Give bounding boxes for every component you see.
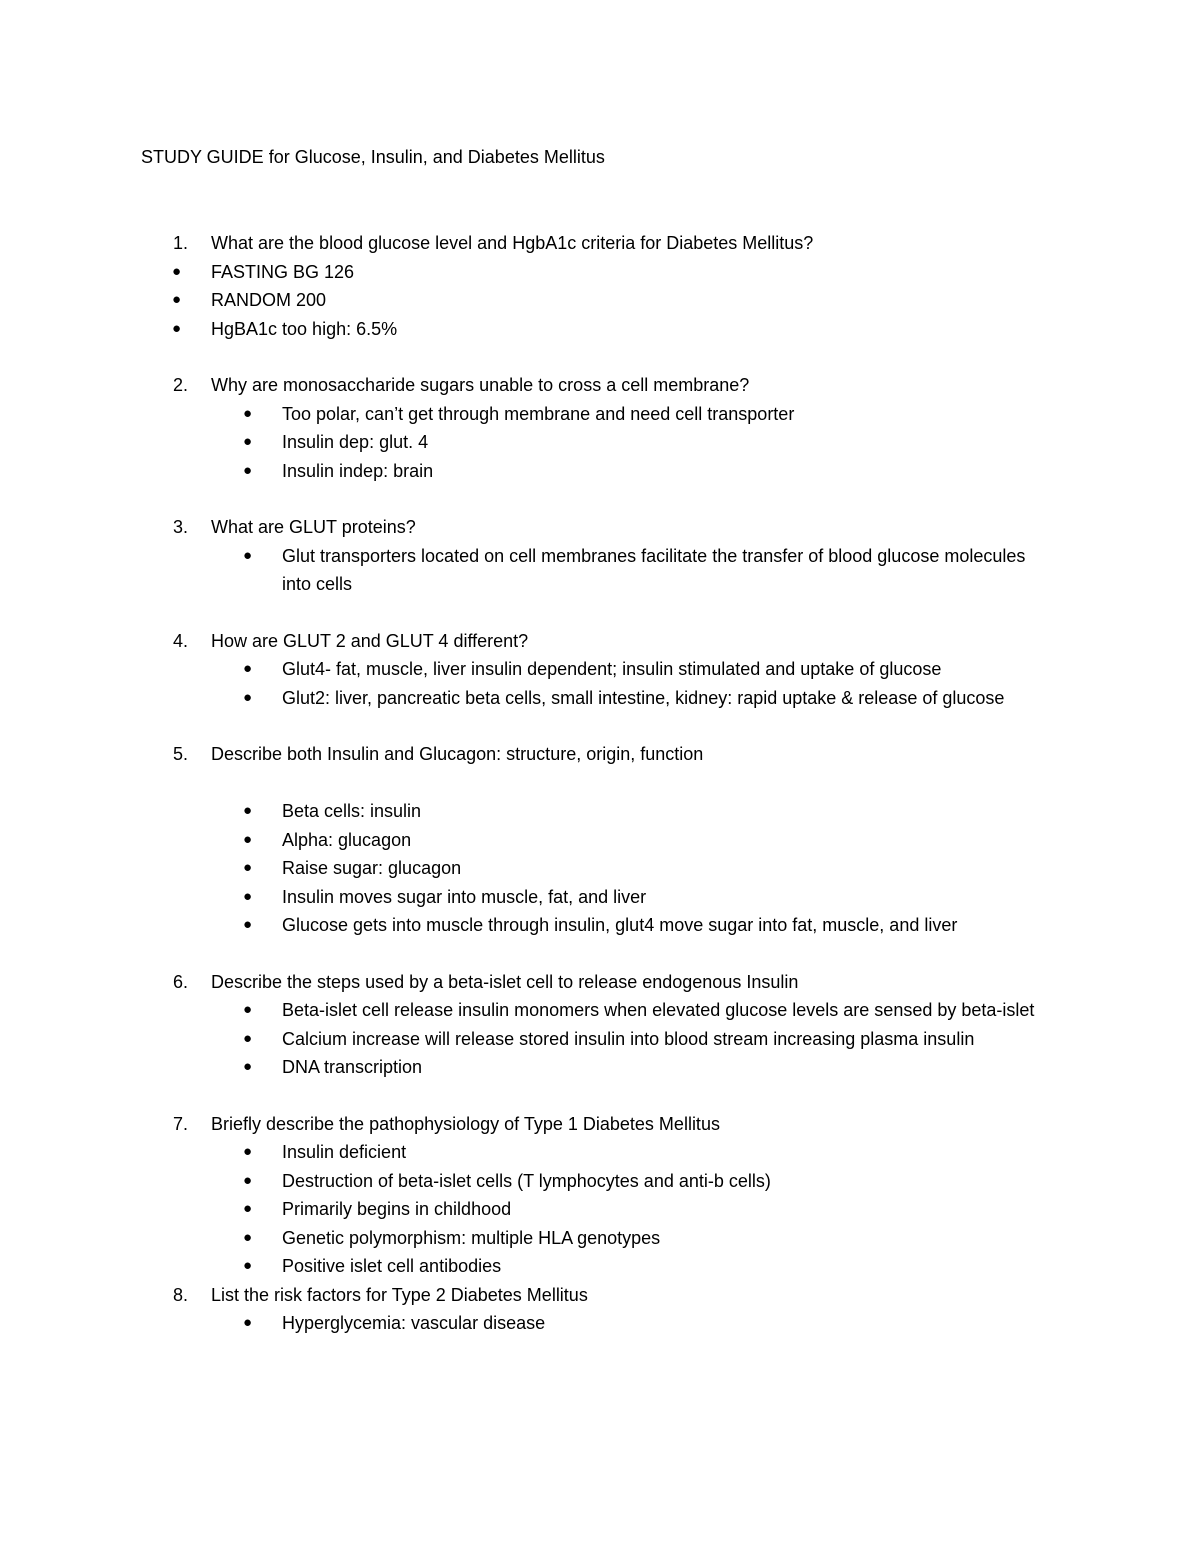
answer-text: HgBA1c too high: 6.5% xyxy=(211,318,398,339)
bullet-icon: ● xyxy=(243,859,253,876)
answer-item xyxy=(141,1195,1042,1224)
question-text: Briefly describe the pathophysiology of Type 1 Diabetes Mellitus xyxy=(211,1113,720,1134)
answer-list xyxy=(141,655,1141,712)
bullet-icon: ● xyxy=(243,830,253,848)
answer-list xyxy=(141,1138,1141,1281)
question-3 xyxy=(141,513,1141,599)
bullet-icon: ● xyxy=(243,1257,253,1274)
bullet-icon: ● xyxy=(243,1029,253,1047)
answer-item xyxy=(141,854,1042,883)
answer-text: Calcium increase will release stored insulin into blood stream increasing plasma insulin xyxy=(282,1028,975,1049)
answer-item xyxy=(141,1309,1042,1338)
bullet-icon: ● xyxy=(172,262,182,280)
bullet-icon: ● xyxy=(243,802,253,819)
document-title: STUDY GUIDE for Glucose, Insulin, and Diabetes Mellitus xyxy=(141,147,605,167)
bullet-icon: ● xyxy=(243,1228,253,1246)
question-line xyxy=(141,1281,1141,1310)
blank-line xyxy=(141,769,1141,798)
answer-item xyxy=(141,315,1141,344)
answer-text: Beta-islet cell release insulin monomers when elevated glucose levels are sensed by beta-islet xyxy=(282,1000,1035,1020)
question-number: 6. xyxy=(173,971,189,992)
answer-list xyxy=(141,797,1141,940)
bullet-icon: ● xyxy=(243,887,253,905)
bullet-icon: ● xyxy=(243,1200,253,1217)
question-text: Why are monosaccharide sugars unable to cross a cell membrane? xyxy=(211,375,750,395)
question-number: 1. xyxy=(173,233,189,253)
answer-text: Alpha: glucagon xyxy=(282,829,412,850)
answer-text: Hyperglycemia: vascular disease xyxy=(282,1313,546,1333)
question-text: How are GLUT 2 and GLUT 4 different? xyxy=(211,630,529,651)
bullet-icon: ● xyxy=(243,660,253,677)
bullet-icon: ● xyxy=(243,1143,253,1160)
answer-item xyxy=(141,911,1042,940)
answer-text: Beta cells: insulin xyxy=(282,801,422,821)
answer-text: RANDOM 200 xyxy=(211,290,327,310)
question-8 xyxy=(141,1281,1141,1338)
bullet-icon: ● xyxy=(172,291,182,308)
bullet-icon: ● xyxy=(243,1171,253,1189)
answer-item xyxy=(141,797,1042,826)
answer-text: Positive islet cell antibodies xyxy=(282,1256,502,1276)
question-text: List the risk factors for Type 2 Diabetes Mellitus xyxy=(211,1284,588,1305)
question-text: Describe both Insulin and Glucagon: structure, origin, function xyxy=(211,744,704,764)
question-2 xyxy=(141,371,1141,485)
answer-item xyxy=(141,1025,1042,1054)
answer-item xyxy=(141,1252,1042,1281)
answer-text: Glut transporters located on cell membranes facilitate the transfer of blood glucose molecules into cells xyxy=(282,545,1026,594)
question-line xyxy=(141,513,1141,542)
answer-list xyxy=(141,258,1141,344)
answer-text: Destruction of beta-islet cells (T lymphocytes and anti-b cells) xyxy=(282,1170,771,1191)
answer-item xyxy=(141,457,1042,486)
answer-item xyxy=(141,684,1042,713)
bullet-icon: ● xyxy=(243,433,253,450)
answer-item xyxy=(141,1053,1042,1082)
question-number: 4. xyxy=(173,630,189,651)
answer-item xyxy=(141,655,1042,684)
answer-item xyxy=(141,1138,1042,1167)
question-line xyxy=(141,627,1141,656)
question-text: What are GLUT proteins? xyxy=(211,517,416,537)
answer-item xyxy=(141,428,1042,457)
answer-item xyxy=(141,1167,1042,1196)
answer-text: DNA transcription xyxy=(282,1057,423,1077)
answer-text: Too polar, can’t get through membrane and need cell transporter xyxy=(282,403,795,424)
answer-list xyxy=(141,996,1141,1082)
question-text: Describe the steps used by a beta-islet cell to release endogenous Insulin xyxy=(211,971,799,992)
question-line xyxy=(141,1110,1141,1139)
bullet-icon: ● xyxy=(243,546,253,564)
question-5 xyxy=(141,740,1141,940)
answer-text: Insulin moves sugar into muscle, fat, and liver xyxy=(282,886,647,907)
question-text: What are the blood glucose level and HgbA1c criteria for Diabetes Mellitus? xyxy=(211,233,814,253)
question-line xyxy=(141,740,1141,769)
question-line xyxy=(141,371,1141,400)
answer-text: Insulin deficient xyxy=(282,1142,407,1162)
bullet-icon: ● xyxy=(172,319,182,337)
bullet-icon: ● xyxy=(243,461,253,479)
answer-list xyxy=(141,542,1141,599)
answer-text: Glut4- fat, muscle, liver insulin dependent; insulin stimulated and uptake of glucose xyxy=(282,659,942,679)
question-7 xyxy=(141,1110,1141,1281)
question-line xyxy=(141,229,1141,258)
answer-text: FASTING BG 126 xyxy=(211,261,355,282)
answer-list xyxy=(141,400,1141,486)
answer-item xyxy=(141,400,1042,429)
question-number: 7. xyxy=(173,1113,189,1134)
question-number: 3. xyxy=(173,517,189,537)
bullet-icon: ● xyxy=(243,1001,253,1018)
bullet-icon: ● xyxy=(243,688,253,706)
bullet-icon: ● xyxy=(243,1314,253,1331)
answer-item xyxy=(141,826,1042,855)
bullet-icon: ● xyxy=(243,916,253,933)
question-4 xyxy=(141,627,1141,713)
answer-text: Glucose gets into muscle through insulin, glut4 move sugar into fat, muscle, and liver xyxy=(282,915,958,935)
answer-item xyxy=(141,258,1141,287)
question-6 xyxy=(141,968,1141,1082)
answer-text: Primarily begins in childhood xyxy=(282,1199,512,1219)
answer-text: Insulin dep: glut. 4 xyxy=(282,432,429,452)
answer-text: Genetic polymorphism: multiple HLA genotypes xyxy=(282,1227,661,1248)
question-number: 2. xyxy=(173,375,189,395)
answer-list xyxy=(141,1309,1141,1338)
answer-item xyxy=(141,883,1042,912)
answer-item xyxy=(141,542,1042,599)
answer-item xyxy=(141,1224,1042,1253)
question-number: 8. xyxy=(173,1284,189,1305)
answer-text: Insulin indep: brain xyxy=(282,460,434,481)
question-list xyxy=(141,229,1141,1366)
answer-text: Glut2: liver, pancreatic beta cells, small intestine, kidney: rapid uptake & release of glucose xyxy=(282,687,1005,708)
question-1 xyxy=(141,229,1141,343)
answer-item xyxy=(141,286,1141,315)
question-line xyxy=(141,968,1141,997)
question-number: 5. xyxy=(173,744,189,764)
answer-item xyxy=(141,996,1042,1025)
bullet-icon: ● xyxy=(243,404,253,422)
answer-text: Raise sugar: glucagon xyxy=(282,858,462,878)
bullet-icon: ● xyxy=(243,1058,253,1075)
